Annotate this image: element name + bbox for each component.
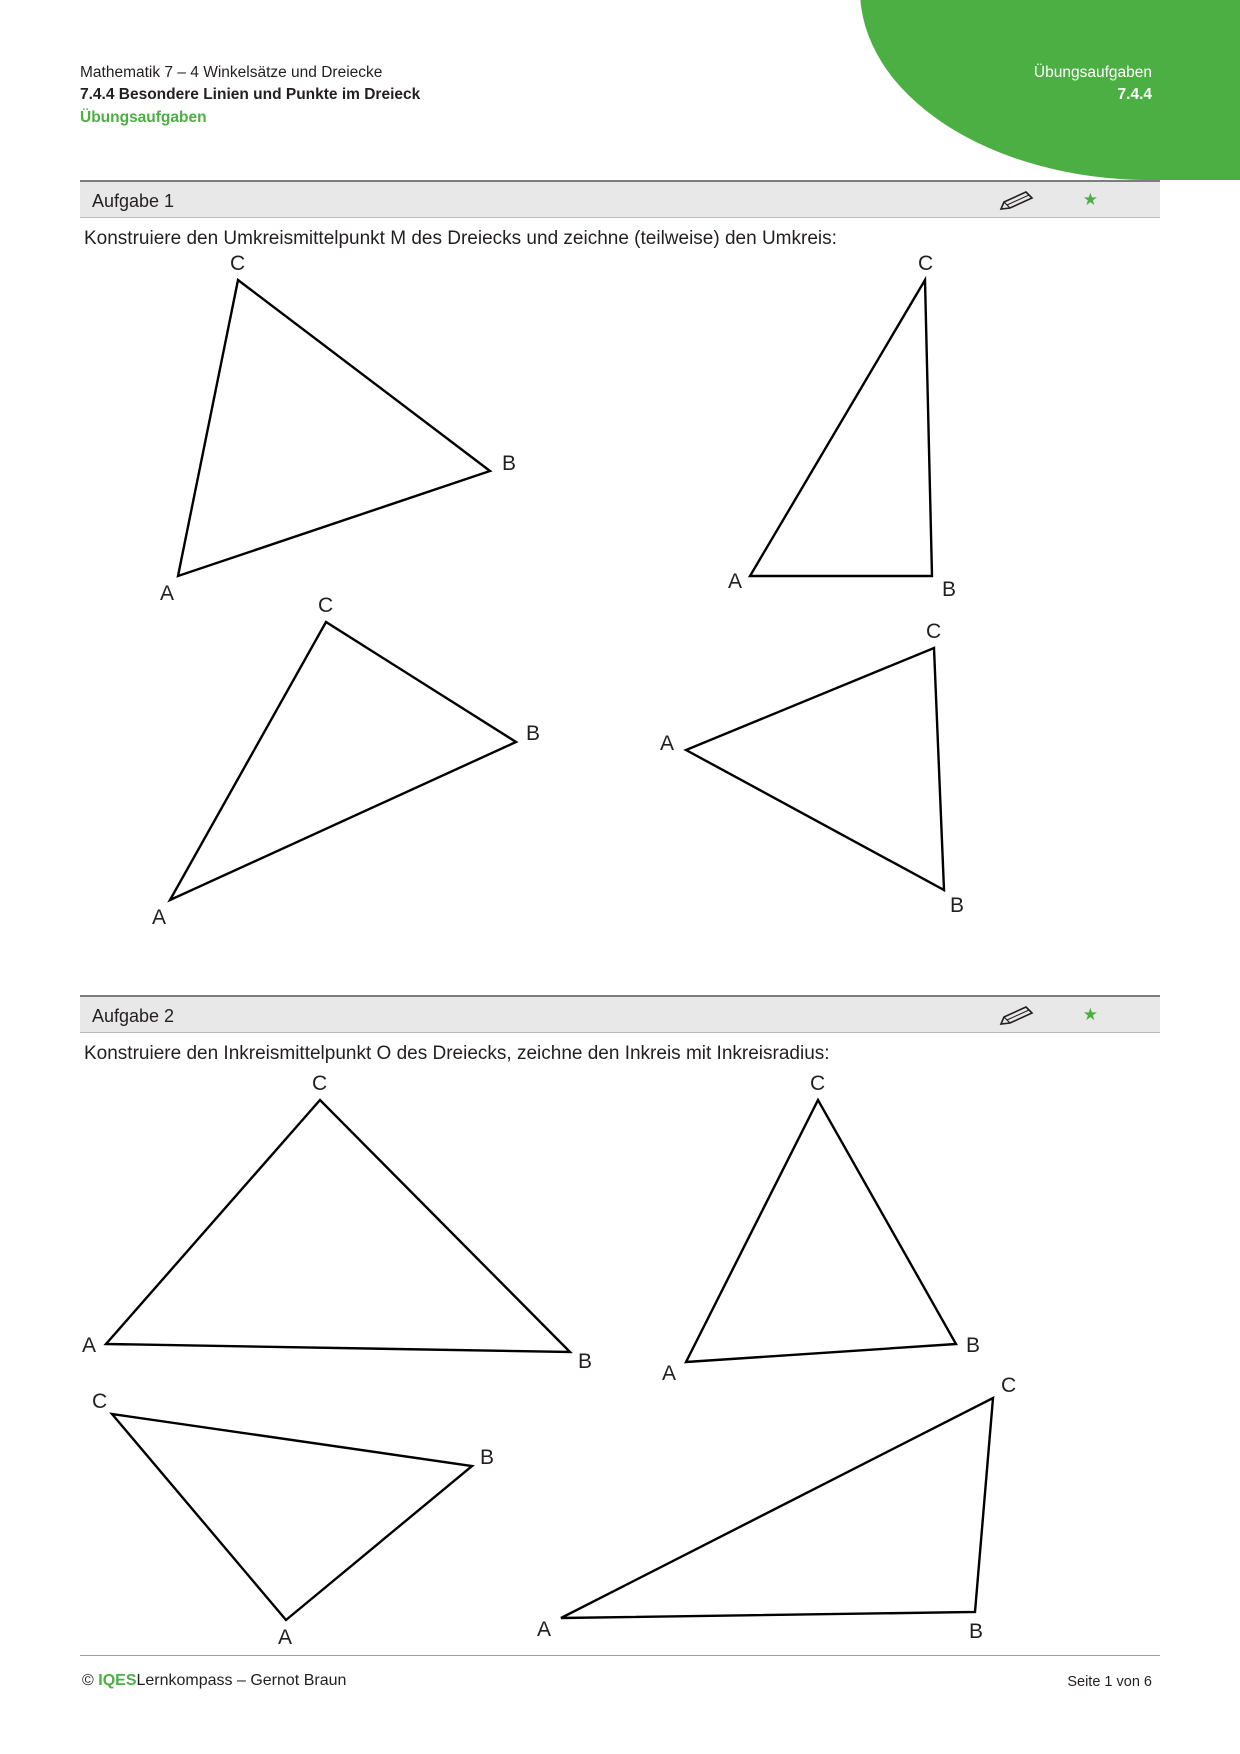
footer-author: – Gernot Braun [236,1672,347,1689]
vertex-label-C: C [318,594,334,617]
vertex-label-A: A [82,1334,97,1357]
vertex-label-A: A [660,732,675,755]
vertex-label-B: B [480,1446,495,1469]
vertex-label-A: A [662,1362,677,1385]
vertex-label-C: C [918,252,934,275]
vertex-label-C: C [230,252,246,275]
figure-t2f3 [92,1390,500,1652]
vertex-label-B: B [942,578,957,601]
task-2-bar [80,995,1160,1033]
vertex-label-B: B [578,1350,593,1373]
star-icon: ★ [1082,190,1098,209]
figure-t1f1 [130,252,530,605]
figure-t1f2 [650,252,1050,601]
figure-t1f4 [650,600,1070,920]
figure-t2f1 [80,1072,593,1373]
brand-iqes: IQES [98,1672,137,1689]
header-right-number: 7.4.4 [1117,86,1152,104]
footer-page-number: Seite 1 von 6 [1067,1674,1152,1690]
vertex-label-B: B [966,1334,981,1357]
vertex-label-B: B [950,894,965,917]
header-course: Mathematik 7 – 4 Winkelsätze und Dreiecke [80,64,383,81]
figure-t2f4 [537,1374,1045,1643]
task-1-bar [80,180,1160,218]
star-icon: ★ [1082,1005,1098,1024]
figure-t2f2 [640,1072,1060,1385]
document-header [80,62,420,129]
vertex-label-C: C [312,1072,328,1095]
brand-lernkompass: Lernkompass [136,1672,233,1689]
pencil-icon [998,1005,1038,1032]
header-chapter: 7.4.4 Besondere Linien und Punkte im Dreieck [80,86,421,104]
pencil-icon [998,190,1038,217]
vertex-label-A: A [537,1618,552,1641]
vertex-label-B: B [526,722,541,745]
task-2-title: Aufgabe 2 [92,1006,175,1026]
header-right-block [1034,62,1152,107]
vertex-label-C: C [1001,1374,1017,1397]
header-right-label: Übungsaufgaben [1033,64,1152,81]
vertex-label-A: A [728,570,743,593]
figure-t1f3 [130,594,541,929]
task-1-instruction: Konstruiere den Umkreismittelpunkt M des Dreiecks und zeichne (teilweise) den Umkreis: [84,228,837,249]
footer-divider [80,1655,1160,1656]
vertex-label-C: C [926,620,942,643]
footer-brand [82,1672,346,1690]
vertex-label-C: C [92,1390,108,1413]
vertex-label-A: A [152,906,167,929]
copyright-symbol: © [82,1672,94,1689]
vertex-label-A: A [160,582,175,605]
vertex-label-B: B [502,452,517,475]
vertex-label-A: A [278,1626,293,1649]
task-2-instruction: Konstruiere den Inkreismittelpunkt O des Dreiecks, zeichne den Inkreis mit Inkreisradius: [84,1043,830,1064]
header-subtitle: Übungsaufgaben [80,108,207,126]
vertex-label-B: B [969,1620,984,1643]
vertex-label-C: C [810,1072,826,1095]
task-1-title: Aufgabe 1 [92,191,175,211]
